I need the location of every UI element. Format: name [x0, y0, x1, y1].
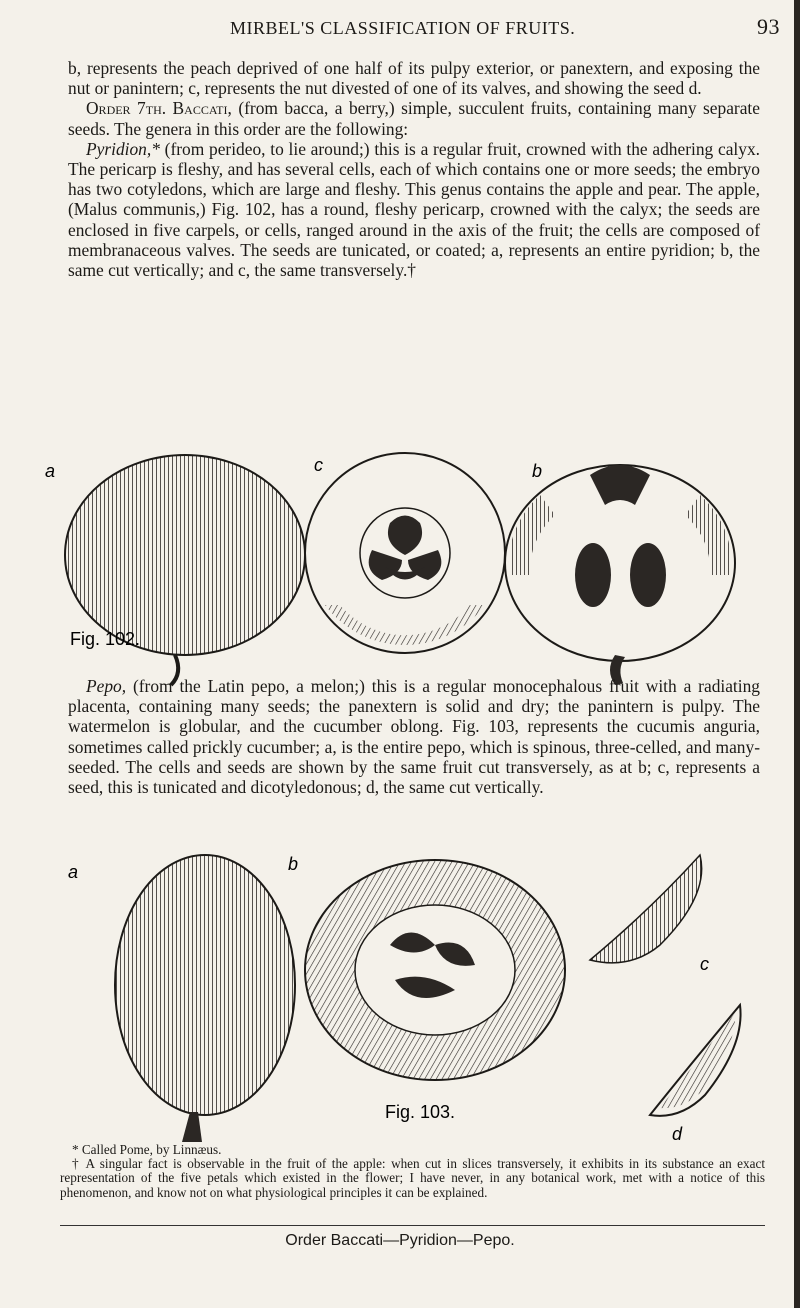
running-title: MIRBEL'S CLASSIFICATION OF FRUITS.	[230, 18, 576, 38]
seed-section-drawing	[650, 1005, 741, 1116]
cucumber-whole-drawing	[115, 855, 295, 1142]
figure-102-illustration	[45, 455, 760, 665]
pepo-heading: Pepo,	[86, 676, 127, 696]
text-block-pepo	[68, 676, 760, 797]
footnote-pome: * Called Pome, by Linnæus.	[72, 1142, 222, 1157]
apple-vertical-drawing	[505, 465, 735, 685]
fig103-letter-a: a	[68, 862, 79, 882]
bottom-caption: Order Baccati—Pyridion—Pepo.	[285, 1232, 515, 1249]
apple-whole-drawing	[65, 455, 305, 685]
fig103-label: Fig. 103.	[385, 1102, 456, 1122]
fig102-letter-b: b	[532, 461, 543, 481]
fig103-letter-b: b	[288, 854, 299, 874]
figure-102	[45, 455, 760, 665]
figure-103-illustration	[60, 850, 760, 1144]
footnote-apple-fact: † A singular fact is observable in the fruit of the apple: when cut in slices transversely, it exhibits in its substance an exact representation of the five petals which existed in the flower; I have never, in any botanical work, met with a notice of this phenomenon, and know not on what physiological principles it can be explained.	[60, 1156, 765, 1200]
paragraph-peach: b, represents the peach deprived of one half of its pulpy exterior, or panextern, and exposing the nut or panintern; c, represents the nut divested of one of its valves, and showing the seed d.	[68, 58, 760, 99]
fig102-letter-a: a	[45, 461, 56, 481]
cucumber-transverse-drawing	[305, 860, 565, 1080]
fig103-letter-c: c	[700, 954, 709, 974]
page-number: 93	[757, 14, 780, 39]
fig102-letter-c: c	[314, 455, 323, 475]
text-block-top	[68, 58, 760, 280]
figure-103	[60, 850, 760, 1144]
footnotes	[60, 1143, 765, 1200]
seed-whole-drawing	[590, 855, 702, 963]
paragraph-order-baccati	[68, 98, 760, 138]
page-edge-shadow	[794, 0, 800, 1308]
apple-transverse-drawing	[305, 453, 505, 653]
fig103-letter-d: d	[672, 1124, 683, 1144]
paragraph-pyridion	[68, 139, 760, 280]
order-baccati-heading: Order 7th. Baccati,	[86, 98, 232, 119]
pyridion-text: (from perideo, to lie around;) this is a regular fruit, crowned with the adhering calyx. The pericarp is fleshy, and has several cells, each of which contains one or more seeds; the embryo has two cotyledons, which are large and fleshy. This genus contains the apple and pear. The apple, (Malus communis,) Fig. 102, has a round, fleshy pericarp, crowned with the calyx; the seeds are enclosed in five carpels, or cells, ranged around in the axis of the fruit; the cells are composed of membranaceous valves. The seeds are tunicated, or coated; a, represents an entire pyridion; b, the same cut vertically; and c, the same transversely.†	[68, 138, 760, 281]
caption-divider	[60, 1225, 765, 1226]
paragraph-pepo	[68, 676, 760, 797]
order-baccati-text: (from bacca, a berry,) simple, succulent fruits, containing many separate seeds. The genera in this order are the following:	[68, 98, 760, 139]
fig102-label: Fig. 102.	[70, 629, 141, 649]
pepo-text: (from the Latin pepo, a melon;) this is a regular monocephalous fruit with a radiating placenta, containing many seeds; the panextern is solid and dry; the panintern is pulpy. The watermelon is globular, and the cucumber oblong. Fig. 103, represents the cucumis anguria, sometimes called prickly cucumber; a, is the entire pepo, which is spinous, three-celled, and many-seeded. The cells and seeds are shown by the same fruit cut transversely, as at b; c, represents a seed, this is tunicated and dicotyledonous; d, the same cut vertically.	[68, 676, 760, 798]
page-header	[210, 8, 780, 42]
pyridion-heading: Pyridion,*	[86, 138, 160, 159]
